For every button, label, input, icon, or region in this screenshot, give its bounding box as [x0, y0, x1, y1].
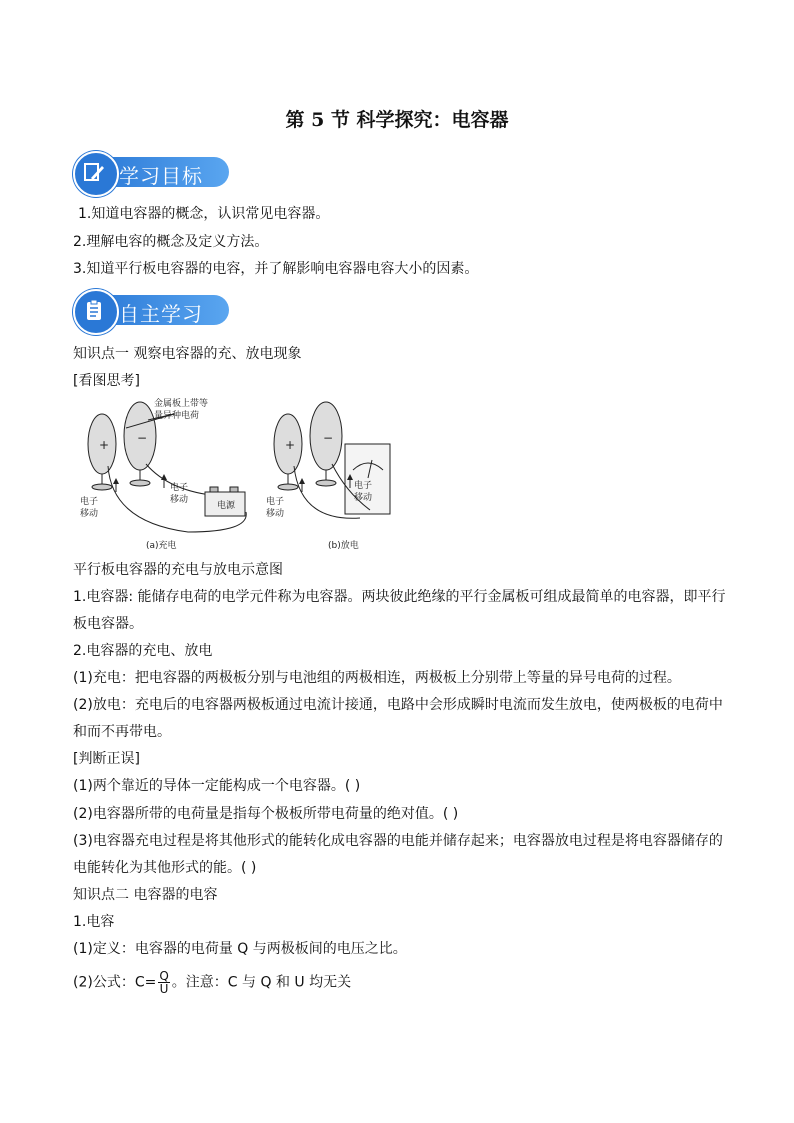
svg-text:−: − [323, 431, 334, 445]
paragraph: (2)放电：充电后的电容器两极板通过电流计接通，电路中会形成瞬时电流而发生放电，使两极板的电荷中 [73, 697, 723, 713]
svg-text:移动: 移动 [354, 493, 373, 503]
svg-text:电子: 电子 [266, 497, 285, 507]
clipboard-icon [82, 298, 106, 322]
svg-text:电源: 电源 [217, 501, 236, 511]
svg-text:−: − [137, 431, 148, 445]
paragraph: (1)定义：电容器的电荷量 Q 与两极板间的电压之比。 [73, 941, 407, 957]
svg-text:(b)放电: (b)放电 [328, 541, 359, 551]
page-title: 第 5 节 科学探究：电容器 [285, 109, 509, 131]
svg-text:移动: 移动 [266, 509, 285, 519]
svg-text:电子: 电子 [354, 481, 373, 491]
paragraph: 和而不再带电。 [73, 724, 171, 740]
judge-item: (2)电容器所带的电荷量是指每个极板所带电荷量的绝对值。( ) [73, 806, 459, 822]
svg-text:移动: 移动 [80, 509, 99, 519]
formula-line: (2)公式：C= $\frac{Q}{U}$ 。注意：C 与 Q 和 U 均无关 [73, 969, 352, 996]
capacitor-diagram [70, 392, 400, 554]
judge-item: 电能转化为其他形式的能。( ) [73, 860, 257, 876]
paragraph: 2.电容器的充电、放电 [73, 643, 213, 659]
pencil-icon [82, 160, 106, 184]
svg-text:量异种电荷: 量异种电荷 [154, 411, 200, 421]
paragraph: 板电容器。 [73, 616, 143, 632]
paragraph: 1.电容 [73, 914, 115, 930]
paragraph: 1.电容器: 能储存电荷的电学元件称为电容器。两块彼此绝缘的平行金属板可组成最简单的电容器，即平行 [73, 589, 726, 605]
goal-item: 2.理解电容的概念及定义方法。 [73, 234, 269, 250]
svg-text:(a)充电: (a)充电 [146, 541, 177, 551]
look-think-label: [看图思考] [73, 373, 140, 389]
judge-item: (1)两个靠近的导体一定能构成一个电容器。( ) [73, 778, 361, 794]
judge-label: [判断正误] [73, 751, 140, 767]
svg-text:+: + [99, 438, 110, 452]
banner-label: 自主学习 [119, 302, 203, 326]
banner-label: 学习目标 [119, 164, 203, 188]
section-banner-self-study [73, 289, 231, 331]
goal-item: 3.知道平行板电容器的电容，并了解影响电容器电容大小的因素。 [73, 261, 479, 277]
svg-text:电子: 电子 [80, 497, 99, 507]
judge-item: (3)电容器充电过程是将其他形式的能转化成电容器的电能并储存起来；电容器放电过程是将电容器储存的 [73, 833, 723, 849]
svg-text:+: + [285, 438, 296, 452]
svg-text:电子: 电子 [170, 483, 189, 493]
goal-item: 1.知道电容器的概念，认识常见电容器。 [78, 206, 330, 222]
svg-text:金属板上带等: 金属板上带等 [154, 399, 209, 409]
figure-caption: 平行板电容器的充电与放电示意图 [73, 562, 283, 578]
fraction: $\frac{Q}{U}$ [159, 969, 169, 996]
section-banner-goals [73, 151, 231, 193]
knowledge-point-title: 知识点一 观察电容器的充、放电现象 [73, 346, 302, 362]
svg-text:移动: 移动 [170, 495, 189, 505]
knowledge-point-title: 知识点二 电容器的电容 [73, 887, 218, 903]
paragraph: (1)充电：把电容器的两极板分别与电池组的两极相连，两极板上分别带上等量的异号电荷的过程。 [73, 670, 681, 686]
